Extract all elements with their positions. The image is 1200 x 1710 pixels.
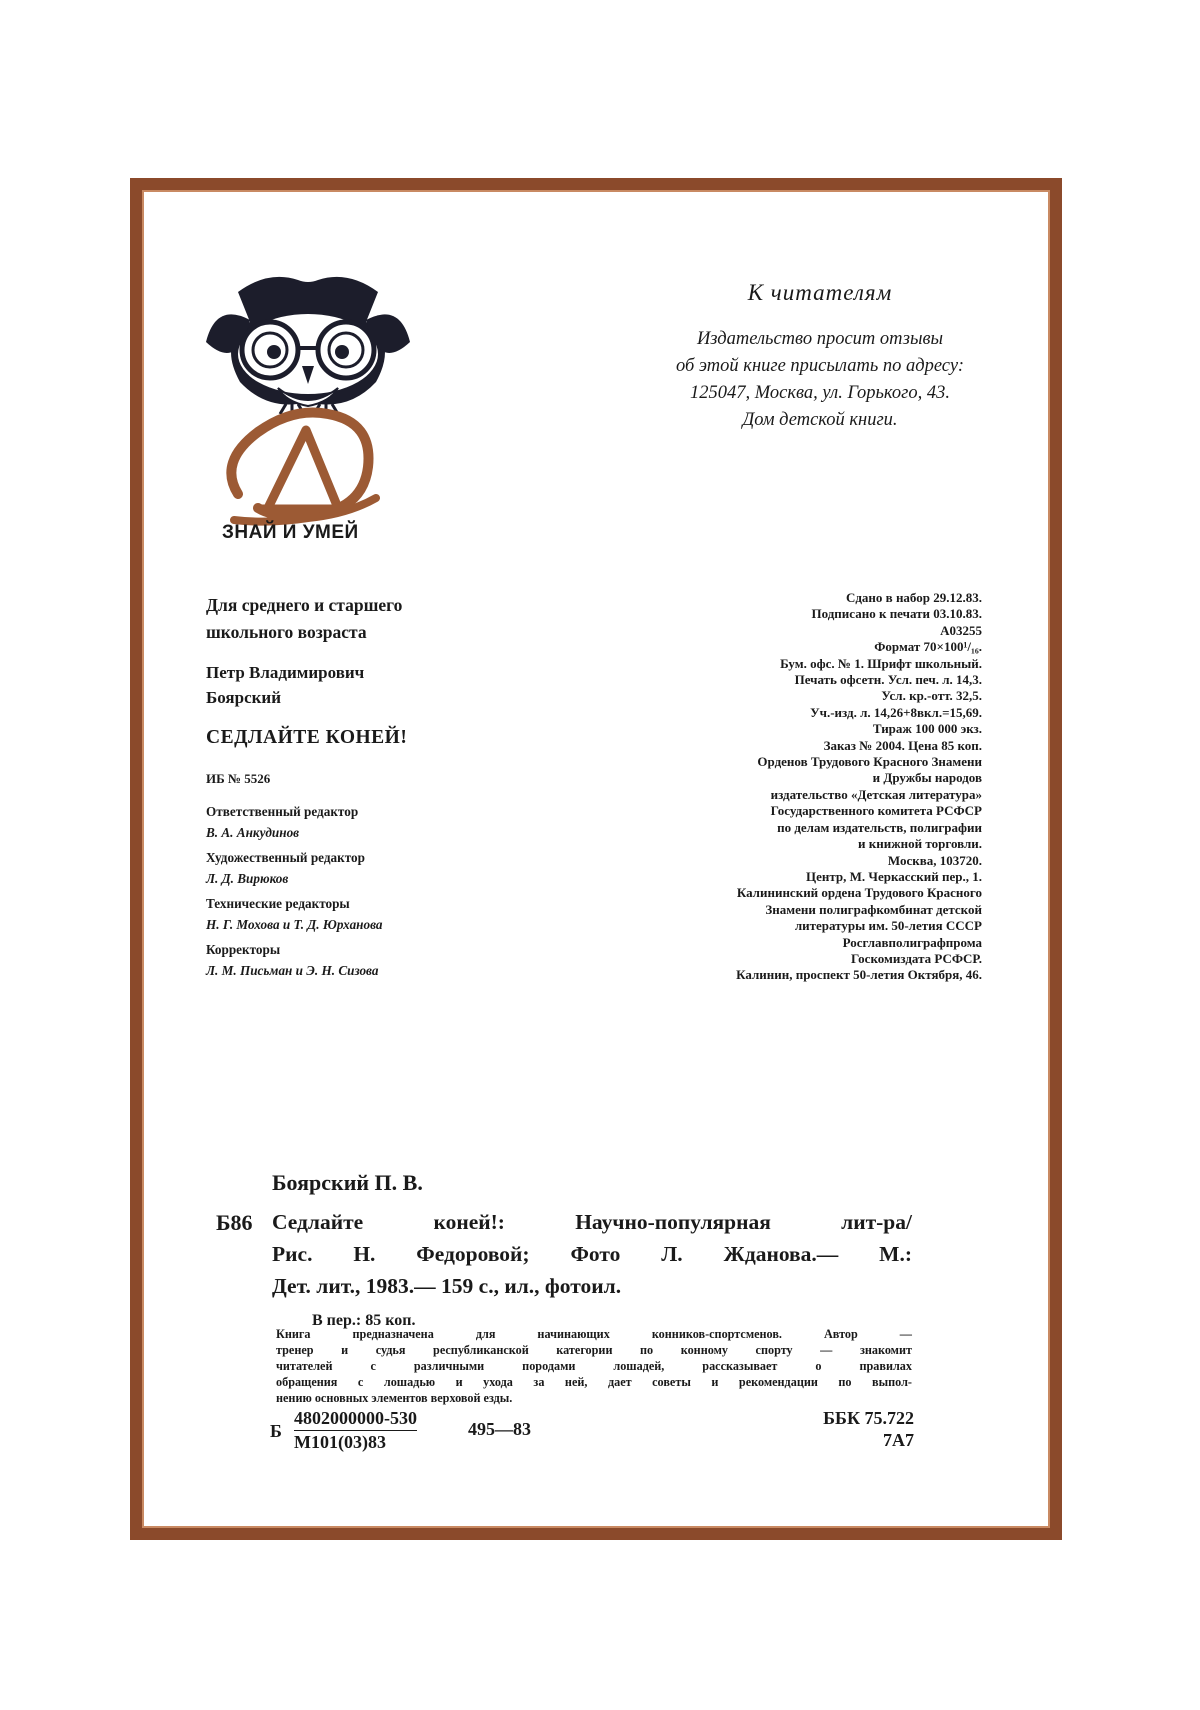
card-description bbox=[272, 1206, 912, 1270]
credit-role: Художественный редактор bbox=[206, 850, 365, 865]
credit-role: Корректоры bbox=[206, 942, 281, 957]
annotation-line: нению основных элементов верховой езды. bbox=[276, 1391, 513, 1405]
imprint-line: Знамени полиграфкомбинат детской bbox=[765, 901, 982, 917]
credit-name: Л. М. Письман и Э. Н. Сизова bbox=[206, 963, 379, 978]
annotation-line: читателей с различными породами лошадей, рассказывает о правилах bbox=[276, 1359, 912, 1373]
imprint-line: издательство «Детская литература» bbox=[770, 786, 982, 802]
imprint-line: Бум. офс. № 1. Шрифт школьный. bbox=[780, 655, 982, 671]
audience-line: Для среднего и старшего bbox=[206, 595, 403, 615]
code-mid: 495—83 bbox=[468, 1419, 531, 1439]
imprint-line: Усл. кр.-отт. 32,5. bbox=[881, 688, 982, 704]
imprint-line: и книжной торговли. bbox=[858, 836, 982, 852]
imprint-line: Тираж 100 000 экз. bbox=[872, 721, 982, 737]
imprint-line: Калинин, проспект 50-летия Октября, 46. bbox=[736, 967, 982, 983]
annotation bbox=[276, 1326, 912, 1406]
imprint-line: Центр, М. Черкасский пер., 1. bbox=[805, 868, 982, 884]
imprint-line: Госкомиздата РСФСР. bbox=[851, 950, 982, 966]
bbk-code bbox=[823, 1407, 914, 1451]
imprint-line: Уч.-изд. л. 14,26+8вкл.=15,69. bbox=[810, 704, 982, 720]
credit-name: Л. Д. Вирюков bbox=[206, 871, 289, 886]
credit-name: Н. Г. Мохова и Т. Д. Юрханова bbox=[206, 917, 383, 932]
imprint-line: Сдано в набор 29.12.83. bbox=[845, 590, 982, 605]
imprint-line: Государственного комитета РСФСР bbox=[770, 803, 982, 819]
code-fraction bbox=[294, 1407, 417, 1453]
ib-number: ИБ № 5526 bbox=[206, 771, 271, 786]
imprint-line: Печать офсетн. Усл. печ. л. 14,3. bbox=[794, 672, 982, 688]
credit-block bbox=[206, 847, 586, 889]
annotation-line: тренер и судья республиканской категории по конному спорту — знакомит bbox=[276, 1343, 912, 1357]
code-letter: Б bbox=[270, 1421, 282, 1441]
credit-block bbox=[206, 801, 586, 843]
imprint-line: и Дружбы народов bbox=[872, 770, 982, 786]
audience-line: школьного возраста bbox=[206, 622, 367, 642]
imprint-line: Формат 70×100¹/₁₆. bbox=[874, 639, 982, 655]
imprint-line: литературы им. 50-летия СССР bbox=[794, 918, 982, 934]
annotation-line: Книга предназначена для начинающих конников-спортсменов. Автор — bbox=[276, 1327, 912, 1341]
card-desc-line: Дет. лит., 1983.— 159 с., ил., фотоил. bbox=[272, 1274, 622, 1298]
credit-block bbox=[206, 939, 586, 981]
imprint-line: Заказ № 2004. Цена 85 коп. bbox=[823, 737, 982, 753]
imprint-line: Подписано к печати 03.10.83. bbox=[811, 606, 982, 622]
credit-name: В. А. Анкудинов bbox=[206, 825, 300, 840]
credit-block bbox=[206, 893, 586, 935]
annotation-line: обращения с лошадью и ухода за ней, дает советы и рекомендации по выпол- bbox=[276, 1375, 912, 1389]
reader-line: 125047, Москва, ул. Горького, 43. bbox=[690, 383, 950, 403]
code-denominator: М101(03)83 bbox=[294, 1432, 386, 1452]
imprint-line: Росглавполиграфпрома bbox=[842, 934, 982, 950]
owl-logo-icon bbox=[198, 262, 418, 552]
reader-line: Дом детской книги. bbox=[742, 410, 898, 430]
series-name: ЗНАЙ И УМЕЙ bbox=[222, 522, 359, 543]
bbk-line: 7А7 bbox=[883, 1430, 914, 1450]
reader-title: К читателям bbox=[747, 280, 893, 305]
imprint-line: по делам издательств, полиграфии bbox=[777, 819, 982, 835]
catalog-codes bbox=[270, 1407, 914, 1467]
imprint-line: Калининский ордена Трудового Красного bbox=[736, 885, 982, 901]
bbk-line: ББК 75.722 bbox=[823, 1408, 914, 1428]
author-first: Петр Владимирович bbox=[206, 663, 365, 682]
reader-note bbox=[600, 280, 1040, 434]
author-last: Боярский bbox=[206, 688, 281, 707]
imprint-line: Орденов Трудового Красного Знамени bbox=[757, 754, 982, 770]
imprint bbox=[560, 590, 982, 984]
author-name bbox=[206, 660, 586, 710]
book-credits bbox=[206, 592, 586, 981]
card-code: Б86 bbox=[216, 1210, 253, 1235]
card-desc-line: Рис. Н. Федоровой; Фото Л. Жданова.— М.: bbox=[272, 1242, 912, 1266]
card-author: Боярский П. В. bbox=[272, 1170, 423, 1195]
book-title: СЕДЛАЙТЕ КОНЕЙ! bbox=[206, 727, 408, 748]
imprint-line: Москва, 103720. bbox=[887, 852, 982, 868]
credit-role: Ответственный редактор bbox=[206, 804, 359, 819]
reader-line: об этой книге присылать по адресу: bbox=[675, 356, 965, 376]
credit-role: Технические редакторы bbox=[206, 896, 350, 911]
imprint-line: А03255 bbox=[940, 622, 982, 638]
code-numerator: 4802000000-530 bbox=[294, 1407, 417, 1431]
reader-line: Издательство просит отзывы bbox=[696, 329, 944, 349]
card-desc-line: Седлайте коней!: Научно-популярная лит-ра/ bbox=[272, 1210, 912, 1234]
card-price: В пер.: 85 коп. bbox=[312, 1312, 416, 1329]
